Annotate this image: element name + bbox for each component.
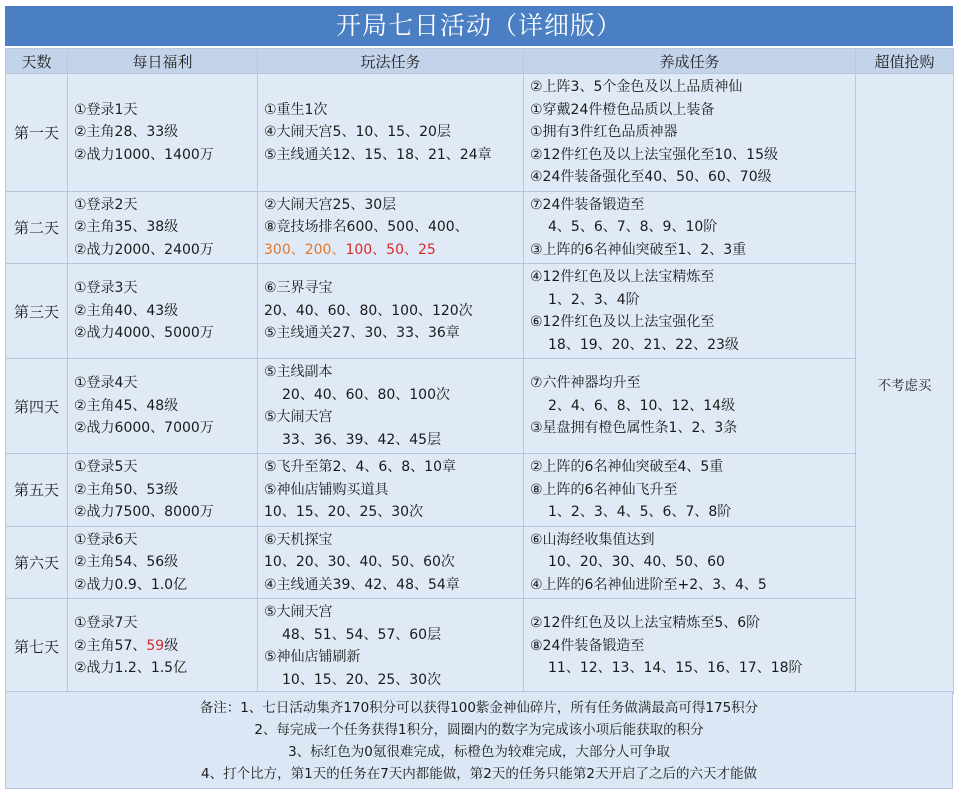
- list-item: ②战力1000、1400万: [74, 146, 214, 163]
- list-item: ①重生1次: [264, 101, 328, 118]
- growth-cell: [524, 359, 856, 454]
- list-item: ⑤大闹天宫: [264, 604, 333, 620]
- growth-cell: [524, 191, 856, 264]
- list-item: 10、20、30、40、50、60: [548, 554, 725, 570]
- welfare-cell: [68, 74, 258, 192]
- welfare-cell: [68, 599, 258, 694]
- list-item: 33、36、39、42、45层: [282, 431, 442, 448]
- day-label: 第三天: [6, 264, 68, 359]
- list-item: ②12件红色及以上法宝强化至10、15级: [530, 146, 778, 163]
- list-item: ①登录4天: [74, 375, 138, 392]
- list-item: ⑦六件神器均升至: [530, 375, 641, 392]
- list-item: ①拥有3件红色品质神器: [530, 124, 678, 140]
- note-line: 备注：1、七日活动集齐170积分可以获得100紫金神仙碎片，所有任务做满最高可得175积分: [199, 700, 759, 716]
- notes-section: [5, 691, 953, 789]
- list-item: ③星盘拥有橙色属性条1、2、3条: [530, 420, 738, 437]
- welfare-cell: [68, 191, 258, 264]
- list-item: 10、20、30、40、50、60次: [264, 554, 455, 570]
- list-item: ③上阵的6名神仙突破至1、2、3重: [530, 241, 747, 258]
- gameplay-cell: [258, 191, 524, 264]
- list-item: ④上阵的6名神仙进阶至+2、3、4、5: [530, 576, 767, 593]
- day-label: 第四天: [6, 359, 68, 454]
- list-item: ①登录2天: [74, 196, 138, 213]
- list-item: ②上阵的6名神仙突破至4、5重: [530, 459, 724, 475]
- list-item: [74, 635, 251, 658]
- task-table: [5, 48, 954, 694]
- table-row: [6, 191, 954, 264]
- gameplay-cell: [258, 359, 524, 454]
- day-label: 第五天: [6, 454, 68, 527]
- list-item: ⑥12件红色及以上法宝强化至: [530, 314, 715, 330]
- list-item: ⑤主线副本: [264, 364, 333, 380]
- list-item: 18、19、20、21、22、23级: [548, 336, 739, 353]
- very-hard-marked-text: 100、50、25: [345, 241, 436, 258]
- list-item: 1、2、3、4、5、6、7、8阶: [548, 504, 732, 520]
- list-item: ①登录3天: [74, 280, 138, 297]
- welfare-cell: [68, 264, 258, 359]
- list-item: ②战力1.2、1.5亿: [74, 660, 188, 677]
- list-item: ②战力0.9、1.0亿: [74, 576, 188, 593]
- table-row: [6, 74, 954, 192]
- list-item: ②大闹天宫25、30层: [264, 196, 397, 213]
- list-item: 1、2、3、4阶: [548, 291, 640, 308]
- list-item: 11、12、13、14、15、16、17、18阶: [548, 660, 803, 677]
- day-label: 第六天: [6, 526, 68, 599]
- list-item: ⑤主线通关27、30、33、36章: [264, 325, 460, 342]
- header-daily-welfare: 每日福利: [68, 49, 258, 74]
- day-label: 第七天: [6, 599, 68, 694]
- note-line: 2、每完成一个任务获得1积分，圆圈内的数字为完成该小项后能获取的积分: [254, 722, 704, 738]
- purchase-note: 不考虑买: [856, 74, 954, 694]
- growth-cell: [524, 264, 856, 359]
- list-item: ⑤大闹天宫: [264, 409, 333, 425]
- list-item: ④12件红色及以上法宝精炼至: [530, 269, 715, 285]
- welfare-cell: [68, 454, 258, 527]
- list-item: 48、51、54、57、60层: [282, 626, 442, 643]
- table-row: [6, 359, 954, 454]
- list-item: ①登录5天: [74, 459, 138, 475]
- table-row: [6, 264, 954, 359]
- list-item: ①登录7天: [74, 615, 138, 632]
- list-item: ①登录1天: [74, 101, 138, 118]
- day-label: 第一天: [6, 74, 68, 192]
- list-item: ⑤神仙店铺购买道具: [264, 481, 389, 498]
- list-item: ②战力6000、7000万: [74, 420, 214, 437]
- list-item: ⑤主线通关12、15、18、21、24章: [264, 146, 492, 163]
- note-line: 4、打个比方，第1天的任务在7天内都能做，第2天的任务只能第2天开启了之后的六天才能做: [201, 766, 757, 782]
- growth-cell: [524, 454, 856, 527]
- growth-cell: [524, 599, 856, 694]
- list-item: 20、40、60、80、100、120次: [264, 302, 473, 319]
- list-item: 2、4、6、8、10、12、14级: [548, 397, 736, 414]
- table-row: [6, 454, 954, 527]
- welfare-suffix: 级: [164, 637, 179, 654]
- hard-marked-text: 300、200、: [264, 241, 346, 258]
- growth-cell: [524, 74, 856, 192]
- list-item: ②战力7500、8000万: [74, 504, 214, 520]
- list-item: 10、15、20、25、30次: [282, 671, 442, 688]
- list-item: [264, 239, 517, 262]
- list-item: ⑦24件装备锻造至: [530, 196, 645, 213]
- list-item: ⑤神仙店铺刷新: [264, 649, 361, 665]
- note-line: 3、标红色为0氪很难完成，标橙色为较难完成，大部分人可争取: [288, 744, 670, 760]
- welfare-text: ②主角57、: [74, 637, 147, 654]
- list-item: ①穿戴24件橙色品质以上装备: [530, 101, 715, 118]
- list-item: 4、5、6、7、8、9、10阶: [548, 219, 718, 235]
- list-item: ④主线通关39、42、48、54章: [264, 576, 460, 593]
- list-item: ②主角50、53级: [74, 481, 179, 498]
- list-item: 20、40、60、80、100次: [282, 386, 450, 403]
- page-title: 开局七日活动（详细版）: [5, 6, 953, 46]
- growth-cell: [524, 526, 856, 599]
- list-item: ④24件装备强化至40、50、60、70级: [530, 169, 772, 185]
- header-gameplay-tasks: 玩法任务: [258, 49, 524, 74]
- list-item: ②战力4000、5000万: [74, 325, 214, 342]
- list-item: ②主角54、56级: [74, 554, 179, 570]
- gameplay-cell: [258, 599, 524, 694]
- very-hard-marked-text: 59: [146, 637, 165, 654]
- list-item: ⑥山海经收集值达到: [530, 531, 655, 548]
- list-item: ②主角45、48级: [74, 397, 179, 414]
- welfare-cell: [68, 526, 258, 599]
- table-row: [6, 526, 954, 599]
- list-item: ⑧上阵的6名神仙飞升至: [530, 481, 678, 498]
- header-growth-tasks: 养成任务: [524, 49, 856, 74]
- list-item: ⑧24件装备锻造至: [530, 637, 645, 654]
- list-item: ②上阵3、5个金色及以上品质神仙: [530, 79, 743, 95]
- header-value-purchase: 超值抢购: [856, 49, 954, 74]
- list-item: ⑥三界寻宝: [264, 280, 333, 297]
- list-item: ②主角28、33级: [74, 124, 179, 140]
- list-item: ④大闹天宫5、10、15、20层: [264, 124, 451, 140]
- list-item: ②主角35、38级: [74, 219, 179, 235]
- gameplay-cell: [258, 74, 524, 192]
- list-item: ⑤飞升至第2、4、6、8、10章: [264, 459, 456, 475]
- gameplay-cell: [258, 264, 524, 359]
- list-item: ①登录6天: [74, 531, 138, 548]
- list-item: ②主角40、43级: [74, 302, 179, 319]
- list-item: ⑧竞技场排名600、500、400、: [264, 219, 469, 235]
- table-row: [6, 599, 954, 694]
- gameplay-cell: [258, 454, 524, 527]
- day-label: 第二天: [6, 191, 68, 264]
- header-row: [6, 49, 954, 74]
- welfare-cell: [68, 359, 258, 454]
- header-days: 天数: [6, 49, 68, 74]
- list-item: ②战力2000、2400万: [74, 241, 214, 258]
- list-item: ②12件红色及以上法宝精炼至5、6阶: [530, 615, 761, 632]
- gameplay-cell: [258, 526, 524, 599]
- list-item: 10、15、20、25、30次: [264, 504, 424, 520]
- list-item: ⑥天机探宝: [264, 531, 333, 548]
